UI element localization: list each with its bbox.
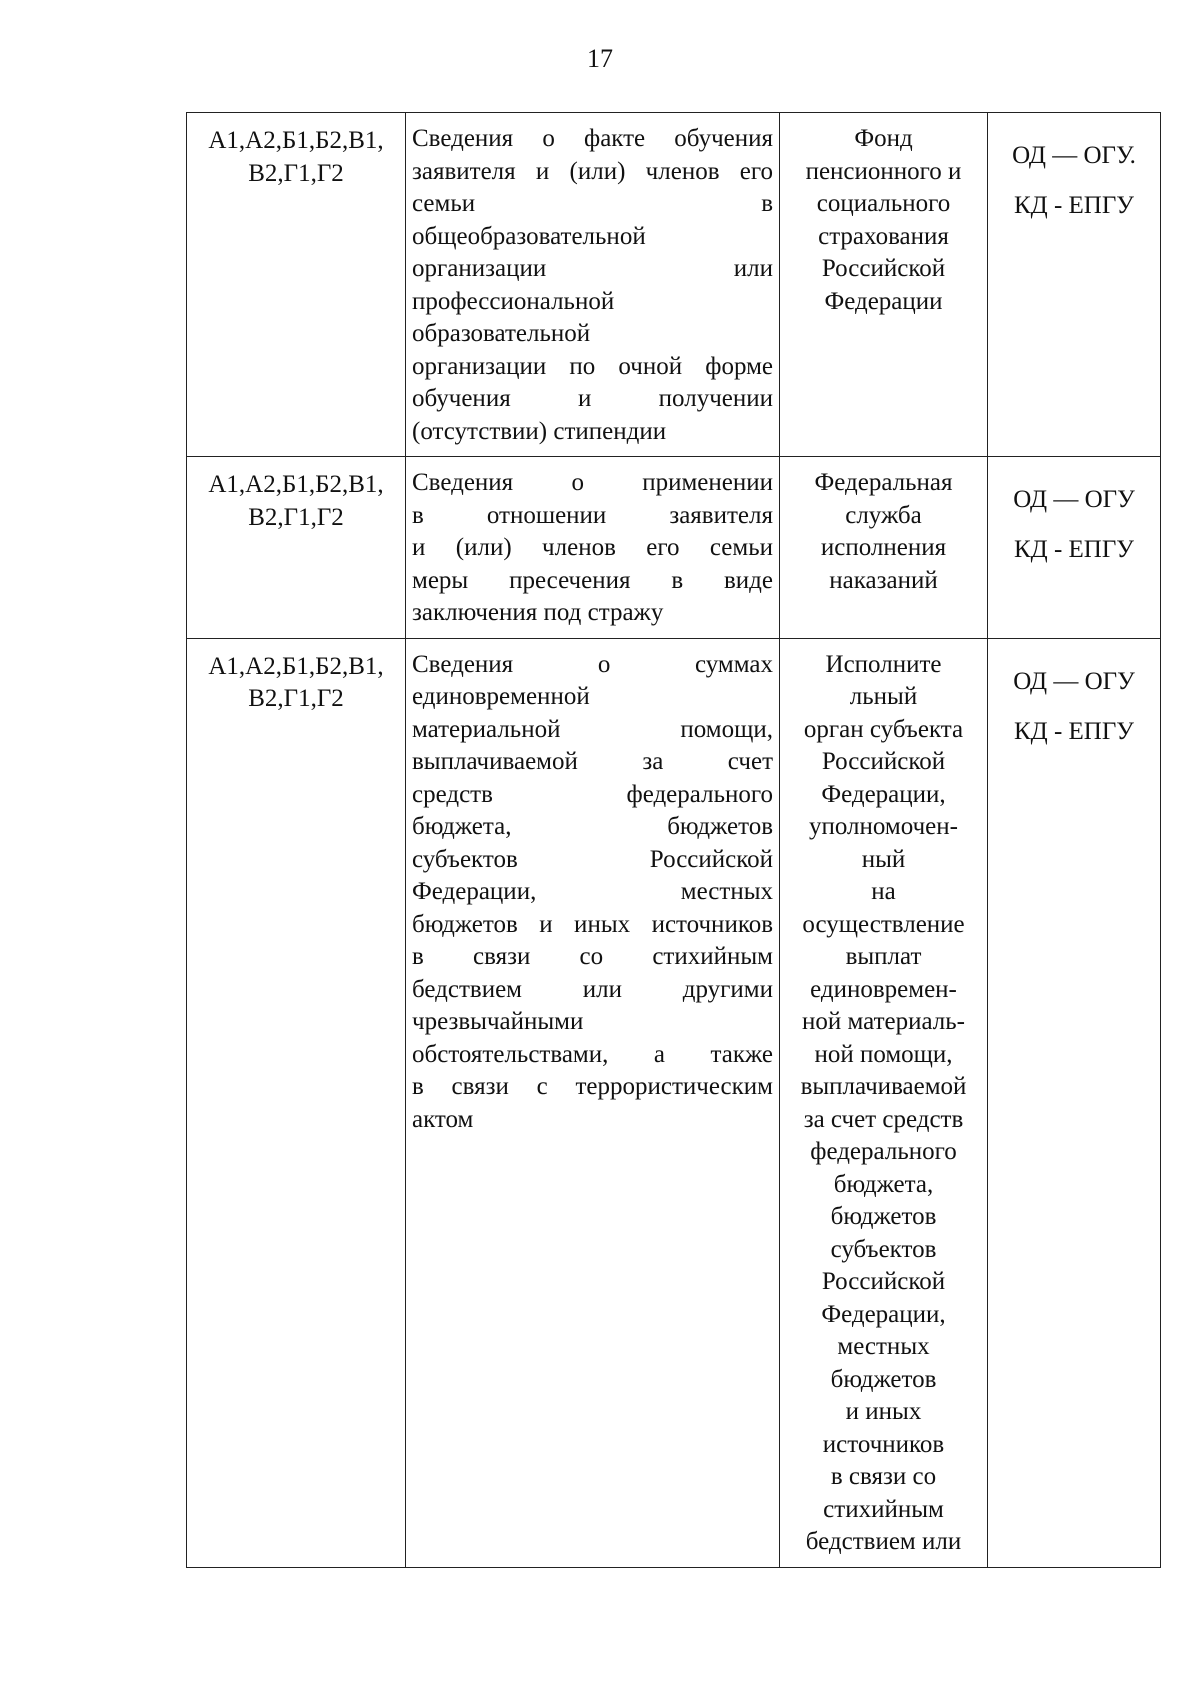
responsible-organization-line: бюджета,: [833, 1170, 934, 1198]
responsible-organization-line: стихийным: [823, 1495, 944, 1523]
request-methods-line: ОД — ОГУ: [1013, 486, 1135, 513]
information-description-line: обучения и получении: [412, 385, 773, 412]
applicant-category-codes-line: А1,А2,Б1,Б2,В1,: [208, 652, 384, 680]
responsible-organization-line: Федерации: [824, 287, 943, 315]
information-description-line: бюджетов и иных источников: [412, 910, 773, 938]
applicant-category-codes-line: В2,Г1,Г2: [248, 685, 344, 712]
applicant-category-codes: [187, 638, 406, 1567]
responsible-organization-line: Федерации,: [821, 780, 946, 808]
information-description-line: в связи со стихийным: [412, 943, 773, 970]
responsible-organization-line: социального: [816, 190, 951, 217]
information-description-line: профессиональной: [412, 287, 615, 315]
responsible-organization-line: бюджетов: [830, 1203, 937, 1230]
responsible-organization: [780, 457, 988, 639]
responsible-organization-line: Российской: [821, 748, 946, 775]
responsible-organization-line: служба: [845, 501, 922, 529]
applicant-category-codes-line: А1,А2,Б1,Б2,В1,: [208, 471, 384, 498]
responsible-organization-line: пенсионного и: [805, 157, 962, 185]
request-methods-line: ОД — ОГУ: [1013, 667, 1135, 695]
responsible-organization-line: льный: [849, 683, 918, 710]
table-row: [187, 113, 1161, 457]
responsible-organization-line: выплат: [845, 943, 922, 970]
information-description-line: обстоятельствами, а также: [412, 1040, 773, 1068]
request-methods-line: ОД — ОГУ.: [1012, 142, 1136, 169]
responsible-organization-line: страхования: [818, 222, 949, 250]
information-description-line: Сведения о применении: [412, 469, 773, 496]
request-methods: [988, 457, 1161, 639]
document-table: [186, 112, 1161, 1568]
information-description-line: выплачиваемой за счет: [412, 748, 773, 775]
responsible-organization-line: осуществление: [802, 910, 965, 938]
responsible-organization-line: ной материаль-: [801, 1008, 966, 1035]
responsible-organization-line: местных: [837, 1333, 930, 1360]
responsible-organization-line: источников: [822, 1430, 945, 1458]
request-methods-line: КД - ЕПГУ: [1013, 717, 1135, 745]
information-description-line: субъектов Российской: [412, 845, 773, 873]
responsible-organization-line: ный: [861, 845, 906, 873]
information-description-line: семьи в: [412, 190, 773, 217]
responsible-organization-line: Федерации,: [821, 1300, 946, 1328]
responsible-organization-line: Исполните: [825, 650, 942, 678]
information-description-line: чрезвычайными: [412, 1008, 584, 1035]
information-description-line: Сведения о факте обучения: [412, 125, 773, 152]
information-description-line: общеобразовательной: [412, 222, 646, 250]
responsible-organization-line: бюджетов: [830, 1365, 937, 1393]
responsible-organization-line: наказаний: [829, 566, 938, 594]
responsible-organization-line: выплачиваемой: [800, 1073, 967, 1100]
responsible-organization: [780, 638, 988, 1567]
request-methods-line: КД - ЕПГУ: [1013, 536, 1135, 563]
information-description-line: в связи с террористическим: [412, 1073, 773, 1100]
responsible-organization-line: исполнения: [820, 534, 947, 561]
information-description-line: и (или) членов его семьи: [412, 534, 773, 561]
responsible-organization-line: ной помощи,: [814, 1040, 953, 1068]
applicant-category-codes-line: В2,Г1,Г2: [248, 159, 344, 187]
responsible-organization: [780, 113, 988, 457]
responsible-organization-line: бедствием или: [805, 1528, 962, 1555]
information-description: [406, 457, 780, 639]
applicant-category-codes: [187, 113, 406, 457]
information-description-line: Сведения о суммах: [412, 650, 773, 678]
information-description-line: организации или: [412, 255, 773, 282]
information-description-line: актом: [412, 1105, 474, 1133]
responsible-organization-line: федерального: [810, 1138, 957, 1165]
information-description-line: в отношении заявителя: [412, 501, 773, 529]
responsible-organization-line: в связи со: [830, 1463, 937, 1490]
responsible-organization-line: Российской: [821, 1268, 946, 1295]
page-number: 17: [587, 44, 613, 73]
responsible-organization-line: и иных: [845, 1398, 922, 1425]
information-description-line: бедствием или другими: [412, 975, 773, 1003]
responsible-organization-line: Фонд: [854, 125, 913, 152]
request-methods: [988, 113, 1161, 457]
information-description-line: (отсутствии) стипендии: [412, 417, 667, 445]
information-description-line: организации по очной форме: [412, 352, 773, 380]
responsible-organization-line: за счет средств: [803, 1105, 964, 1133]
applicant-category-codes-line: А1,А2,Б1,Б2,В1,: [208, 127, 384, 154]
request-methods-line: КД - ЕПГУ: [1013, 192, 1135, 219]
information-description-line: Федерации, местных: [412, 878, 773, 905]
responsible-organization-line: орган субъекта: [803, 715, 964, 743]
table-row: [187, 638, 1161, 1567]
information-description: [406, 113, 780, 457]
information-description-line: заключения под стражу: [412, 599, 664, 626]
information-description-line: меры пресечения в виде: [412, 566, 773, 594]
responsible-organization-line: уполномочен-: [809, 813, 958, 840]
responsible-organization-line: на: [871, 878, 896, 905]
information-description-line: материальной помощи,: [412, 715, 773, 743]
applicant-category-codes: [187, 457, 406, 639]
information-description-line: средств федерального: [412, 780, 773, 808]
information-description: [406, 638, 780, 1567]
request-methods: [988, 638, 1161, 1567]
information-description-line: образовательной: [412, 320, 591, 347]
responsible-organization-line: Федеральная: [814, 469, 953, 496]
information-description-line: заявителя и (или) членов его: [412, 157, 773, 185]
responsible-organization-line: Российской: [821, 255, 946, 282]
information-description-line: единовременной: [412, 683, 590, 710]
responsible-organization-line: единовремен-: [810, 975, 957, 1003]
responsible-organization-line: субъектов: [830, 1235, 937, 1263]
information-description-line: бюджета, бюджетов: [412, 813, 773, 840]
applicant-category-codes-line: В2,Г1,Г2: [248, 503, 344, 531]
table-row: [187, 457, 1161, 639]
